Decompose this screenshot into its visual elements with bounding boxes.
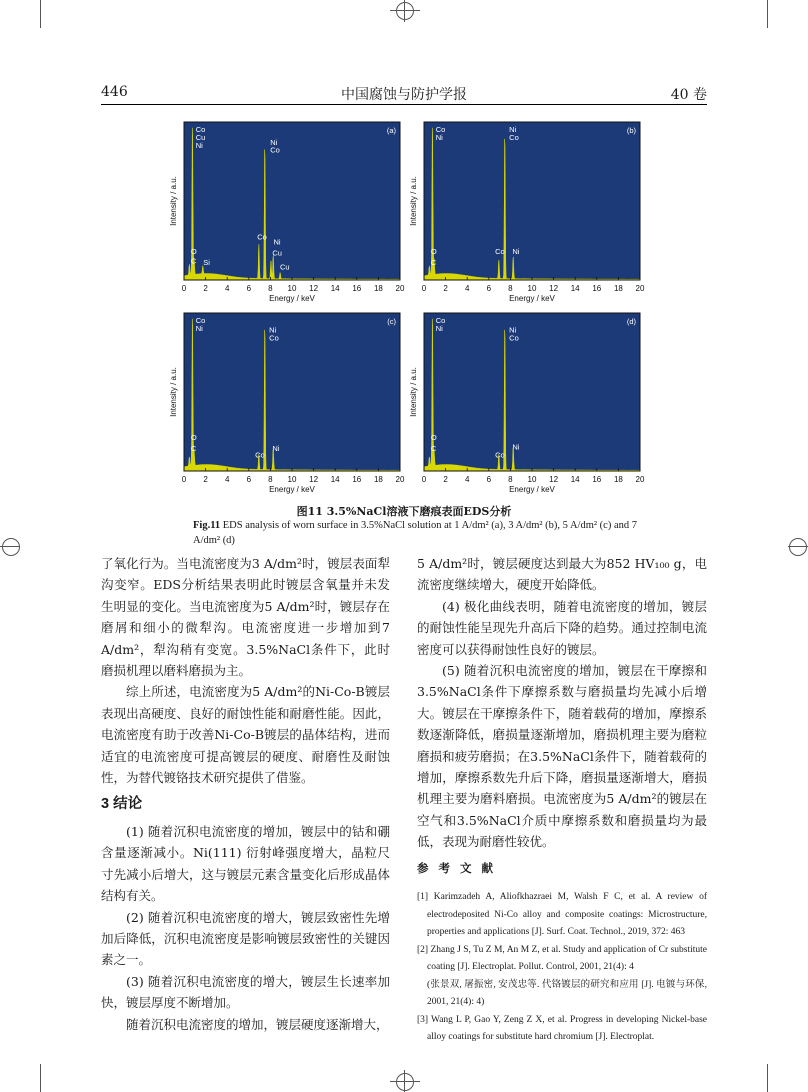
x-axis-label: Energy / keV — [509, 294, 555, 303]
element-label: Co — [269, 333, 279, 343]
x-tick-label: 10 — [287, 475, 297, 484]
element-label: Cu — [272, 248, 282, 258]
element-label: Ni — [512, 246, 520, 256]
registration-mark — [789, 538, 807, 556]
registration-mark — [2, 538, 20, 556]
volume-number: 40 卷 — [670, 87, 707, 103]
element-label: C — [190, 444, 197, 454]
x-tick-label: 8 — [508, 284, 513, 293]
x-tick-label: 4 — [224, 475, 230, 484]
conclusion-item: (5) 随着沉积电流密度的增加，镀层在干摩擦和3.5%NaCl条件下摩擦系数与磨损量均先减小后增大。镀层在干摩擦条件下，随着载荷的增加，摩擦系数逐渐降低，磨损量逐渐增加，磨损机理主要为磨粒磨损和疲劳磨损；在3.5%NaCl条件下，随着载荷的增加，摩擦系数先升后下降，磨损量逐渐增大，磨损机理主要为磨料磨损。电流密度为5 A/dm²的镀层在空气和3.5%NaCl介质中摩擦系数和磨损量均为最低，表现为耐磨性较优。 — [417, 663, 707, 850]
element-label: O — [430, 433, 437, 443]
x-tick-label: 6 — [246, 284, 252, 293]
x-axis-label: Energy / keV — [269, 485, 315, 494]
element-label: Co — [255, 450, 265, 460]
element-label: Ni — [435, 133, 443, 143]
y-axis-label: Intensity / a.u. — [409, 176, 418, 226]
element-label: Ni — [269, 325, 277, 335]
eds-panel-c — [166, 309, 406, 499]
x-tick-label: 6 — [246, 475, 252, 484]
page-number: 446 — [101, 84, 128, 100]
x-tick-label: 8 — [508, 475, 513, 484]
x-tick-label: 6 — [486, 284, 492, 293]
x-tick-label: 4 — [224, 284, 230, 293]
y-axis-label: Intensity / a.u. — [169, 367, 178, 417]
paragraph: 了氧化行为。当电流密度为3 A/dm²时，镀层表面犁沟变窄。EDS分析结果表明此时镀层含氧量并未发生明显的变化。当电流密度为5 A/dm²时，镀层存在磨屑和细小的微犁沟。电流密度进一步增加到7 A/dm²，犁沟稍有变宽。3.5%NaCl条件下，此时磨损机理以磨料磨损为主。 — [101, 556, 390, 679]
crop-mark — [40, 1064, 41, 1092]
eds-panel-a — [166, 118, 406, 308]
x-tick-label: 14 — [330, 475, 340, 484]
panel-label: (a) — [386, 126, 396, 135]
x-tick-label: 0 — [421, 284, 427, 293]
panel-label: (b) — [626, 126, 636, 135]
x-tick-label: 16 — [592, 284, 602, 293]
element-label: Co — [435, 316, 446, 326]
x-axis-label: Energy / keV — [269, 294, 315, 303]
x-tick-label: 2 — [443, 284, 448, 293]
element-label: Co — [495, 246, 505, 256]
element-label: O — [430, 246, 437, 256]
paragraph: 随着沉积电流密度的增加，镀层硬度逐渐增大， — [126, 1016, 389, 1032]
left-column — [101, 553, 390, 1035]
element-label: Co — [495, 450, 505, 460]
x-tick-label: 6 — [486, 475, 492, 484]
x-tick-label: 18 — [613, 475, 623, 484]
element-label: Co — [195, 125, 206, 135]
reference-item: [1] Karimzadeh A, Aliofkhazraei M, Walsh F C, et al. A review of electrodeposited Ni-Co alloy and composite coatings: Microstructure, properties and applications [J]. Surf. Coat. Technol., 2019, 372: 463 — [417, 892, 707, 938]
element-label: Co — [257, 232, 267, 242]
x-tick-label: 10 — [527, 475, 537, 484]
conclusion-item: (3) 随着沉积电流密度的增大，镀层生长速率加快，镀层厚度不断增加。 — [101, 973, 390, 1011]
eds-chart-c — [166, 309, 406, 499]
paragraph: 5 A/dm²时，镀层硬度达到最大为852 HV₁₀₀ g，电流密度继续增大，硬度开始降低。 — [417, 556, 707, 593]
eds-panel-b — [406, 118, 646, 308]
element-label: C — [430, 257, 437, 267]
element-label: Co — [435, 125, 446, 135]
x-tick-label: 12 — [309, 284, 319, 293]
x-tick-label: 12 — [309, 475, 319, 484]
x-tick-label: 4 — [464, 284, 470, 293]
element-label: O — [190, 433, 197, 443]
element-label: Ni — [435, 324, 443, 334]
element-label: Cu — [195, 133, 206, 143]
element-label: Co — [509, 133, 519, 143]
x-tick-label: 14 — [570, 284, 580, 293]
running-header — [101, 84, 707, 105]
figure-label: Fig.11 — [193, 520, 221, 531]
x-tick-label: 18 — [373, 284, 383, 293]
reference-item: [2] Zhang J S, Tu Z M, An M Z, et al. Study and application of Cr substitute coating [J]. Electroplat. Pollut. Control, 2001, 21(4): 4 — [417, 944, 707, 973]
x-tick-label: 14 — [570, 475, 580, 484]
element-label: Ni — [272, 444, 280, 454]
x-tick-label: 0 — [181, 284, 187, 293]
x-tick-label: 12 — [549, 284, 559, 293]
x-tick-label: 10 — [527, 284, 537, 293]
journal-title: 中国腐蚀与防护学报 — [341, 87, 467, 103]
element-label: Ni — [195, 324, 203, 334]
x-tick-label: 12 — [549, 475, 559, 484]
element-label: Cu — [279, 262, 290, 272]
x-tick-label: 2 — [203, 284, 208, 293]
x-axis-label: Energy / keV — [509, 485, 555, 494]
section-heading: 3 结论 — [101, 796, 143, 813]
conclusion-item: (4) 极化曲线表明，随着电流密度的增加，镀层的耐蚀性能呈现先升高后下降的趋势。通过控制电流密度可以获得耐蚀性良好的镀层。 — [417, 598, 707, 657]
reference-item: [3] Wang L P, Gao Y, Zeng Z X, et al. Progress in developing Nickel-base alloy coatings for substitute hard chromium [J]. Electroplat. — [417, 1014, 707, 1043]
x-tick-label: 4 — [464, 475, 470, 484]
x-tick-label: 8 — [268, 284, 273, 293]
element-label: Co — [195, 316, 206, 326]
x-tick-label: 2 — [203, 475, 208, 484]
x-tick-label: 16 — [592, 475, 602, 484]
element-label: Ni — [270, 137, 278, 147]
plot-area — [424, 122, 640, 280]
figure-caption-cn: 图11 3.5%NaCl溶液下磨痕表面EDS分析 — [296, 505, 512, 518]
plot-area — [424, 313, 640, 471]
x-tick-label: 2 — [443, 475, 448, 484]
element-label: Ni — [273, 237, 281, 247]
plot-area — [184, 122, 400, 280]
eds-chart-d — [406, 309, 646, 499]
x-tick-label: 16 — [352, 475, 362, 484]
element-label: Co — [270, 145, 280, 155]
x-tick-label: 20 — [635, 284, 645, 293]
crop-mark — [40, 0, 41, 28]
x-tick-label: 20 — [395, 475, 405, 484]
conclusion-item: (1) 随着沉积电流密度的增加，镀层中的钴和硼含量逐渐减小。Ni(111) 衍射峰强度增大，晶粒尺寸先减小后增大，这与镀层元素含量变化后形成晶体结构有关。 — [101, 823, 390, 904]
x-tick-label: 0 — [181, 475, 187, 484]
paragraph: 综上所述，电流密度为5 A/dm²的Ni-Co-B镀层表现出高硬度、良好的耐蚀性能和耐磨性能。因此，电流密度有助于改善Ni-Co-B镀层的晶体结构，进而适宜的电流密度可提高镀层的硬度、耐磨性及耐蚀性，为替代镀铬技术研究提供了借鉴。 — [101, 684, 390, 786]
element-label: C — [430, 444, 437, 454]
x-tick-label: 18 — [613, 284, 623, 293]
eds-chart-b — [406, 118, 646, 308]
x-tick-label: 20 — [635, 475, 645, 484]
crop-mark — [767, 1064, 768, 1092]
references-heading: 参 考 文 献 — [417, 860, 497, 875]
reference-item: (张景双, 屠振密, 安茂忠等. 代铬镀层的研究和应用 [J]. 电镀与环保, 2001, 21(4): 4) — [427, 979, 707, 1008]
registration-mark — [396, 1073, 414, 1091]
element-label: Ni — [195, 140, 203, 150]
eds-chart-a — [166, 118, 406, 308]
figure-caption-en-text: EDS analysis of worn surface in 3.5%NaCl solution at 1 A/dm² (a), 3 A/dm² (b), 5 A/dm² (c) and 7 A/dm² (d) — [193, 520, 637, 546]
registration-mark — [396, 2, 414, 20]
figure-caption-en — [193, 518, 663, 548]
element-label: Si — [203, 257, 210, 267]
conclusion-item: (2) 随着沉积电流密度的增大，镀层致密性先增加后降低，沉积电流密度是影响镀层致密性的关键因素之一。 — [101, 909, 390, 968]
eds-panel-d — [406, 309, 646, 499]
element-label: Ni — [509, 125, 517, 135]
x-tick-label: 8 — [268, 475, 273, 484]
element-label: Ni — [509, 325, 517, 335]
x-tick-label: 18 — [373, 475, 383, 484]
element-label: Co — [509, 333, 519, 343]
x-tick-label: 16 — [352, 284, 362, 293]
x-tick-label: 20 — [395, 284, 405, 293]
y-axis-label: Intensity / a.u. — [169, 176, 178, 226]
x-tick-label: 10 — [287, 284, 297, 293]
crop-mark — [767, 0, 768, 28]
y-axis-label: Intensity / a.u. — [409, 367, 418, 417]
element-label: Ni — [512, 442, 520, 452]
panel-label: (d) — [626, 317, 636, 326]
x-tick-label: 0 — [421, 475, 427, 484]
right-column — [417, 553, 707, 1047]
plot-area — [184, 313, 400, 471]
element-label: O — [190, 246, 197, 256]
x-tick-label: 14 — [330, 284, 340, 293]
panel-label: (c) — [387, 317, 396, 326]
element-label: C — [190, 256, 197, 266]
